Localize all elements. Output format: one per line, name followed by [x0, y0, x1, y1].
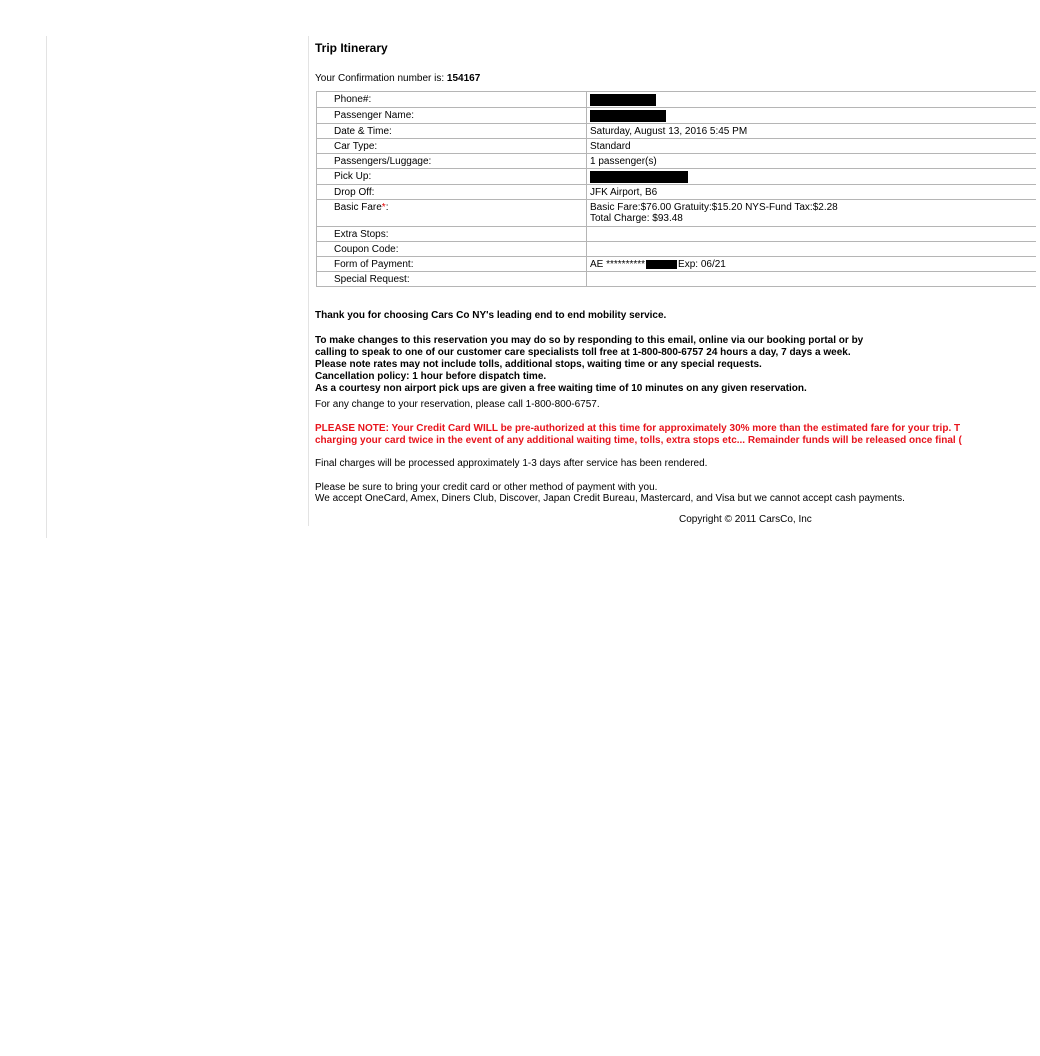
table-row — [317, 169, 1037, 185]
table-row — [317, 227, 1037, 242]
total-charge: Total Charge: $93.48 — [590, 213, 683, 224]
coupon-label: Coupon Code: — [317, 242, 587, 257]
car-type-label: Car Type: — [317, 139, 587, 154]
table-row — [317, 139, 1037, 154]
table-row — [317, 257, 1037, 272]
redacted-block — [590, 94, 656, 106]
payment-expiry: Exp: 06/21 — [678, 259, 726, 270]
table-row — [317, 108, 1037, 124]
changes-line-1: To make changes to this reservation you may do so by responding to this email, online via our booking portal or by — [315, 335, 864, 346]
passengers-value: 1 passenger(s) — [587, 154, 1037, 169]
final-charges-note: Final charges will be processed approximately 1-3 days after service has been rendered. — [315, 458, 708, 469]
redacted-block — [590, 171, 688, 183]
pickup-label: Pick Up: — [317, 169, 587, 185]
table-row — [317, 185, 1037, 200]
change-call-note: For any change to your reservation, please call 1-800-800-6757. — [315, 399, 600, 410]
dropoff-label: Drop Off: — [317, 185, 587, 200]
basic-fare-label — [317, 200, 587, 227]
special-request-value — [587, 272, 1037, 287]
phone-label: Phone#: — [317, 92, 587, 108]
preauth-notice-line-2: charging your card twice in the event of any additional waiting time, tolls, extra stops etc... Remainder funds will be released once final ( — [315, 435, 962, 446]
cancellation-policy: Cancellation policy: 1 hour before dispatch time. — [315, 371, 547, 382]
coupon-value — [587, 242, 1037, 257]
page-title: Trip Itinerary — [315, 41, 388, 55]
thank-you-message: Thank you for choosing Cars Co NY's leading end to end mobility service. — [315, 310, 667, 321]
special-request-label: Special Request: — [317, 272, 587, 287]
table-row — [317, 272, 1037, 287]
table-row — [317, 242, 1037, 257]
extra-stops-label: Extra Stops: — [317, 227, 587, 242]
table-row — [317, 154, 1037, 169]
phone-value — [587, 92, 1037, 108]
confirmation-line — [315, 73, 480, 85]
changes-line-2: calling to speak to one of our customer care specialists toll free at 1-800-800-6757 24 hours a day, 7 days a week. — [315, 347, 851, 358]
confirmation-label: Your Confirmation number is: — [315, 73, 445, 84]
date-time-label: Date & Time: — [317, 124, 587, 139]
passengers-label: Passengers/Luggage: — [317, 154, 587, 169]
basic-fare-label-text: Basic Fare — [334, 202, 382, 213]
redacted-block — [590, 110, 666, 122]
table-row — [317, 124, 1037, 139]
redacted-block — [646, 260, 677, 269]
dropoff-value: JFK Airport, B6 — [587, 185, 1037, 200]
left-divider — [46, 36, 47, 538]
fare-breakdown: Basic Fare:$76.00 Gratuity:$15.20 NYS-Fund Tax:$2.28 — [590, 202, 838, 213]
table-row — [317, 92, 1037, 108]
confirmation-number: 154167 — [446, 73, 481, 84]
passenger-name-label: Passenger Name: — [317, 108, 587, 124]
copyright-footer: Copyright © 2011 CarsCo, Inc — [679, 514, 812, 525]
rates-note: Please note rates may not include tolls, additional stops, waiting time or any special requests. — [315, 359, 762, 370]
itinerary-table — [316, 91, 1036, 287]
pickup-value — [587, 169, 1037, 185]
date-time-value: Saturday, August 13, 2016 5:45 PM — [587, 124, 1037, 139]
bring-card-note: Please be sure to bring your credit card or other method of payment with you. — [315, 482, 658, 493]
basic-fare-colon: : — [385, 202, 389, 213]
car-type-value: Standard — [587, 139, 1037, 154]
itinerary-content — [315, 41, 1040, 525]
passenger-name-value — [587, 108, 1037, 124]
payment-label: Form of Payment: — [317, 257, 587, 272]
preauth-notice-line-1: PLEASE NOTE: Your Credit Card WILL be pre-authorized at this time for approximately 30% more than the estimated fare for your trip. T — [315, 423, 961, 434]
courtesy-note: As a courtesy non airport pick ups are given a free waiting time of 10 minutes on any given reservation. — [315, 383, 807, 394]
content-divider — [308, 36, 309, 526]
table-row — [317, 200, 1037, 227]
basic-fare-value — [587, 200, 1037, 227]
payment-value — [587, 257, 1037, 272]
extra-stops-value — [587, 227, 1037, 242]
required-asterisk: * — [381, 202, 386, 213]
accepted-cards-note: We accept OneCard, Amex, Diners Club, Discover, Japan Credit Bureau, Mastercard, and Visa but we cannot accept cash payments. — [315, 493, 905, 504]
payment-prefix: AE ********** — [590, 259, 646, 270]
